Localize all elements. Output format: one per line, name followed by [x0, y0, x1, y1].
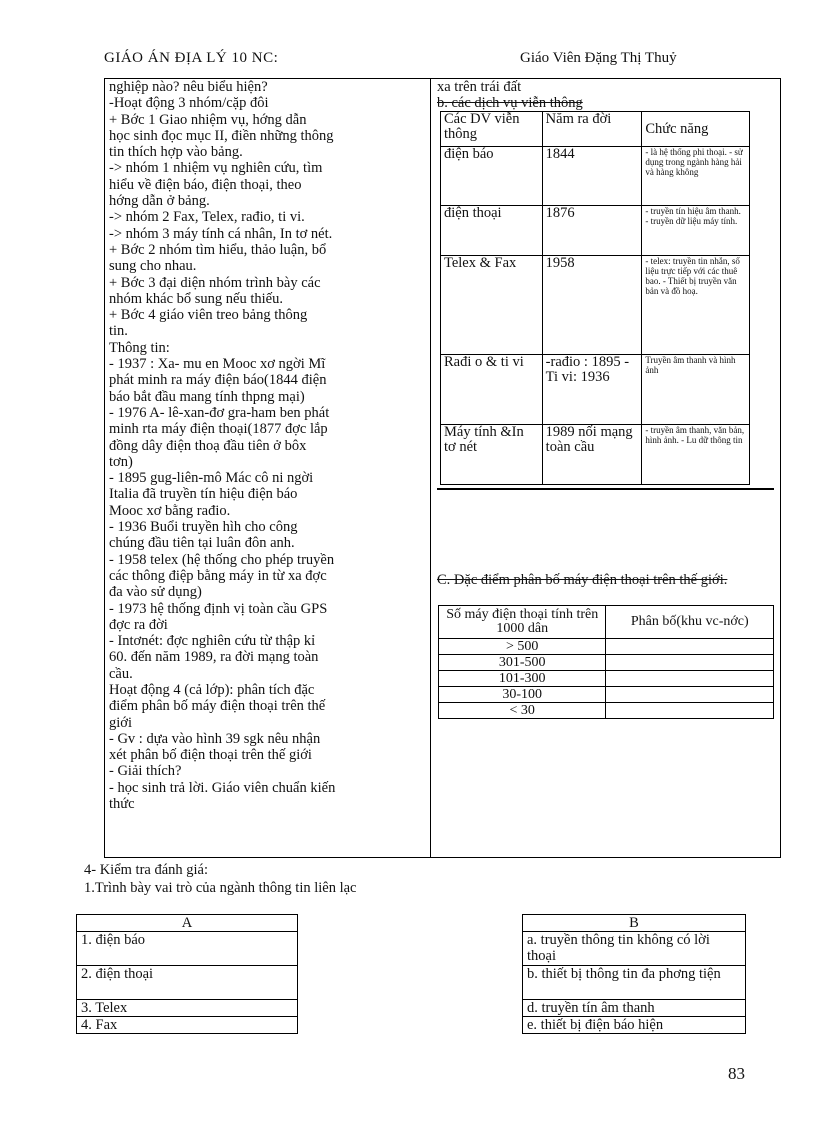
- left-column-line: tơn): [109, 453, 133, 470]
- left-column-line: - Intơnét: đợc nghiên cứu từ thập kỉ: [109, 633, 316, 650]
- service-year: 1844: [542, 147, 642, 206]
- service-year: 1958: [542, 256, 642, 354]
- service-name: Rađi o & ti vi: [441, 354, 543, 424]
- phone-distribution-table: [438, 605, 774, 719]
- match-b-item: d. truyền tín âm thanh: [523, 1000, 746, 1017]
- left-column-line: thức: [109, 796, 135, 813]
- left-column-line: giới: [109, 714, 132, 731]
- service-function: - là hệ thống phi thoại. - sử dụng trong ngành hàng hải và hàng không: [642, 147, 750, 206]
- left-column-line: Hoạt động 4 (cả lớp): phân tích đặc: [109, 681, 315, 698]
- table-row: [77, 1000, 298, 1017]
- service-function: - truyền tín hiệu âm thanh. - truyền dữ liệu máy tính.: [642, 206, 750, 256]
- left-column-line: + Bớc 4 giáo viên treo bảng thông: [109, 307, 308, 324]
- table-row: [77, 932, 298, 966]
- match-a-header: A: [77, 915, 298, 932]
- page-number: 83: [728, 1064, 745, 1083]
- left-column-line: điểm phân bố máy điện thoại trên thế: [109, 698, 326, 715]
- left-column-text: [109, 79, 427, 812]
- left-column-line: -> nhóm 1 nhiệm vụ nghiên cứu, tìm: [109, 160, 323, 177]
- left-column-line: - Giải thích?: [109, 763, 182, 780]
- left-column-line: hiểu về điện báo, điện thoại, theo: [109, 176, 302, 193]
- left-column-line: Mooc xơ bằng rađio.: [109, 502, 231, 519]
- left-column-line: - 1976 A- lê-xan-đơ gra-ham ben phát: [109, 404, 330, 421]
- service-name: điện báo: [441, 147, 543, 206]
- services-header-function: Chức năng: [642, 112, 750, 147]
- match-b-item: a. truyền thông tin không có lời thoại: [523, 932, 746, 966]
- left-column-line: học sinh đọc mục II, điền những thông: [109, 127, 334, 144]
- left-column-line: đồng dây điện thoạ đầu tiên ở bôx: [109, 437, 307, 454]
- left-column-line: -> nhóm 2 Fax, Telex, rađio, ti vi.: [109, 209, 305, 226]
- left-column-line: xét phân bố điện thoại trên thế giới: [109, 747, 312, 764]
- table-row: [523, 1017, 746, 1034]
- phone-range: 101-300: [439, 671, 606, 687]
- left-column-line: báo bắt đầu mang tính thpng mại): [109, 388, 305, 405]
- left-column-line: nhóm khác bổ sung nếu thiếu.: [109, 290, 283, 307]
- table-row: [439, 703, 774, 719]
- service-year: 1876: [542, 206, 642, 256]
- assessment-heading: 4- Kiểm tra đánh giá:: [84, 862, 209, 878]
- left-column-line: + Bớc 3 đại diện nhóm trình bày các: [109, 274, 321, 291]
- left-column-line: Italia đã truyền tín hiệu điện báo: [109, 486, 298, 503]
- left-column-line: hớng dẫn ở bảng.: [109, 193, 210, 210]
- left-column-line: sung cho nhau.: [109, 258, 197, 275]
- table-row: [441, 147, 750, 206]
- table-row: [439, 655, 774, 671]
- phone-distribution-cell: [606, 687, 774, 703]
- table-bottom-rule: [437, 488, 774, 490]
- phone-range: 30-100: [439, 687, 606, 703]
- phone-distribution-cell: [606, 671, 774, 687]
- table-row: [441, 256, 750, 354]
- service-year: 1989 nối mạng toàn cầu: [542, 424, 642, 484]
- table-row: [523, 932, 746, 966]
- table-row: [441, 424, 750, 484]
- phone-distribution-cell: [606, 639, 774, 655]
- table-row: [439, 671, 774, 687]
- left-column-line: + Bớc 2 nhóm tìm hiểu, thảo luận, bổ: [109, 241, 327, 258]
- phone-header-distribution: Phân bố(khu vc-nớc): [606, 606, 774, 639]
- matching-table-a: [76, 914, 298, 1034]
- phone-distribution-cell: [606, 655, 774, 671]
- phone-range: 301-500: [439, 655, 606, 671]
- right-top-line: xa trên trái đất: [437, 79, 522, 95]
- service-name: Máy tính &In tơ nét: [441, 424, 543, 484]
- left-column-line: -Hoạt động 3 nhóm/cặp đôi: [109, 95, 269, 112]
- left-column-line: - 1895 gug-liên-mô Mác cô ni ngời: [109, 470, 314, 487]
- left-column-line: -> nhóm 3 máy tính cá nhân, In tơ nét.: [109, 225, 333, 242]
- section-c-heading: C. Đặc điểm phân bố máy điện thoại trên thế giới.: [437, 572, 728, 588]
- match-b-item: b. thiết bị thông tin đa phơng tiện: [523, 966, 746, 1000]
- left-column-line: Thông tin:: [109, 339, 170, 356]
- left-column-line: đợc ra đời: [109, 616, 168, 633]
- service-year: -rađio : 1895 -Ti vi: 1936: [542, 354, 642, 424]
- left-column-line: nghiệp nào? nêu biểu hiện?: [109, 79, 268, 95]
- left-column-line: - 1936 Buổi truyền hìh cho công: [109, 519, 298, 536]
- match-a-item: 3. Telex: [77, 1000, 298, 1017]
- table-row: [523, 966, 746, 1000]
- phone-header-count: Số máy điện thoại tính trên 1000 dân: [439, 606, 606, 639]
- services-header-year: Năm ra đời: [542, 112, 642, 147]
- header-left: GIÁO ÁN ĐỊA LÝ 10 NC:: [104, 50, 279, 66]
- left-column-line: - học sinh trả lời. Giáo viên chuẩn kiến: [109, 779, 336, 796]
- match-a-item: 1. điện báo: [77, 932, 298, 966]
- table-row: [523, 1000, 746, 1017]
- left-column-line: các thông điệp bằng máy in từ xa đợc: [109, 567, 327, 584]
- table-row: [77, 1017, 298, 1034]
- column-divider: [430, 78, 431, 858]
- service-function: Truyền âm thanh và hình ảnh: [642, 354, 750, 424]
- left-column-line: minh rta máy điện thoại(1877 đợc lắp: [109, 421, 328, 438]
- phone-distribution-cell: [606, 703, 774, 719]
- match-b-item: e. thiết bị điện báo hiện: [523, 1017, 746, 1034]
- table-row: [439, 687, 774, 703]
- section-b-heading: b. các dịch vụ viễn thông: [437, 95, 583, 111]
- match-a-item: 2. điện thoại: [77, 966, 298, 1000]
- services-table: [440, 111, 750, 485]
- service-function: - truyền âm thanh, văn bản, hình ảnh. - Lu dữ thông tin: [642, 424, 750, 484]
- table-row: [77, 966, 298, 1000]
- phone-range: < 30: [439, 703, 606, 719]
- left-column-line: cầu.: [109, 665, 133, 682]
- left-column-line: - 1973 hệ thống định vị toàn cầu GPS: [109, 600, 328, 617]
- services-header-service: Các DV viễn thông: [441, 112, 543, 147]
- table-row: [441, 206, 750, 256]
- match-a-item: 4. Fax: [77, 1017, 298, 1034]
- left-column-line: tin.: [109, 323, 128, 340]
- service-name: Telex & Fax: [441, 256, 543, 354]
- left-column-line: tin thích hợp vào bảng.: [109, 144, 243, 161]
- left-column-line: + Bớc 1 Giao nhiệm vụ, hớng dẫn: [109, 111, 307, 128]
- match-b-header: B: [523, 915, 746, 932]
- assessment-question: 1.Trình bày vai trò của ngành thông tin liên lạc: [84, 880, 357, 896]
- table-row: [441, 354, 750, 424]
- left-column-line: - 1958 telex (hệ thống cho phép truyền: [109, 551, 335, 568]
- left-column-line: 60. đến năm 1989, ra đời mạng toàn: [109, 649, 319, 666]
- left-column-line: chúng đầu tiên tại luân đôn anh.: [109, 535, 295, 552]
- left-column-line: đa vào sử dụng): [109, 584, 202, 601]
- matching-table-b: [522, 914, 746, 1034]
- left-column-line: - 1937 : Xa- mu en Mooc xơ ngời Mĩ: [109, 356, 326, 373]
- left-column-line: - Gv : dựa vào hình 39 sgk nêu nhận: [109, 730, 321, 747]
- service-function: - telex: truyền tin nhắn, số liệu trực tiếp với các thuê bao. - Thiết bị truyền văn bản và đồ hoạ.: [642, 256, 750, 354]
- table-row: [439, 639, 774, 655]
- header-right: Giáo Viên Đặng Thị Thuỷ: [520, 50, 677, 66]
- phone-range: > 500: [439, 639, 606, 655]
- left-column-line: phát minh ra máy điện báo(1844 điện: [109, 372, 327, 389]
- service-name: điện thoại: [441, 206, 543, 256]
